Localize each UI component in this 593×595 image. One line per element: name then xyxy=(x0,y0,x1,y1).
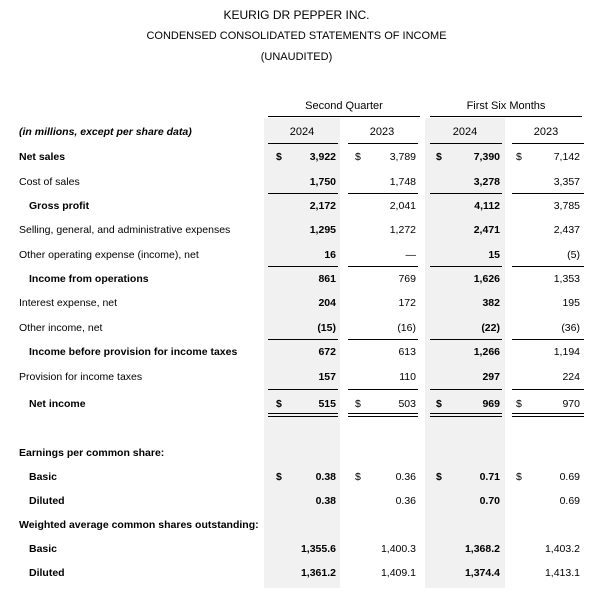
cell-value: 1,413.1 xyxy=(544,567,580,579)
table-row xyxy=(0,297,593,313)
cell-value: (36) xyxy=(561,322,580,334)
cell-value: 3,789 xyxy=(389,151,416,163)
cell-value: 0.38 xyxy=(315,471,336,483)
cell-value: 1,400.3 xyxy=(380,543,416,555)
cell-value: 0.36 xyxy=(395,495,416,507)
cell-value: 110 xyxy=(399,371,416,383)
currency-symbol: $ xyxy=(355,151,361,163)
row-label: Diluted xyxy=(29,495,65,507)
row-label: Basic xyxy=(29,471,58,483)
rule-before-net-income xyxy=(268,389,338,390)
cell-value: 3,278 xyxy=(473,176,500,188)
cell-value: 769 xyxy=(398,273,416,285)
cell-value: 0.70 xyxy=(479,495,500,507)
rule-before-pretax-income xyxy=(512,339,584,340)
cell-value: (16) xyxy=(397,322,416,334)
rule-before-pretax-income xyxy=(348,339,418,340)
cell-value: 3,357 xyxy=(553,176,580,188)
rule-before-gross-profit xyxy=(430,193,502,194)
rule-before-gross-profit xyxy=(268,193,338,194)
row-label: Provision for income taxes xyxy=(19,371,143,383)
cell-value: 613 xyxy=(398,346,416,358)
row-label: Cost of sales xyxy=(19,176,80,188)
cell-value: 4,112 xyxy=(474,200,500,212)
cell-value: 1,368.2 xyxy=(464,543,500,555)
rule-before-net-income xyxy=(430,389,502,390)
cell-value: — xyxy=(405,249,416,261)
cell-value: 2,172 xyxy=(309,200,336,212)
row-label: Net income xyxy=(29,398,86,410)
year-header-ytd-2024: 2024 xyxy=(452,126,478,138)
cell-value: 7,142 xyxy=(553,151,580,163)
cell-value: 1,748 xyxy=(389,176,416,188)
currency-symbol: $ xyxy=(436,398,442,410)
cell-value: 1,272 xyxy=(389,224,416,236)
year-underline-1 xyxy=(268,143,338,144)
row-label: Selling, general, and administrative expenses xyxy=(19,224,231,236)
table-row xyxy=(0,200,593,216)
section-heading: Weighted average common shares outstanding: xyxy=(19,519,259,531)
cell-value: 1,295 xyxy=(309,224,336,236)
cell-value: 204 xyxy=(318,297,336,309)
cell-value: 0.69 xyxy=(559,471,580,483)
cell-value: 0.69 xyxy=(559,495,580,507)
units-caption: (in millions, except per share data) xyxy=(19,126,192,138)
table-row xyxy=(0,567,593,583)
cell-value: 15 xyxy=(488,249,500,261)
rule-before-income-from-operations xyxy=(512,266,584,267)
table-row xyxy=(0,322,593,338)
table-row xyxy=(0,398,593,414)
group-header-first-six-months: First Six Months xyxy=(466,100,546,112)
table-row xyxy=(0,176,593,192)
table-row xyxy=(0,224,593,240)
rule-before-pretax-income xyxy=(268,339,338,340)
table-row xyxy=(0,249,593,265)
currency-symbol: $ xyxy=(276,151,282,163)
currency-symbol: $ xyxy=(436,151,442,163)
cell-value: 382 xyxy=(482,297,500,309)
year-underline-2 xyxy=(348,143,418,144)
double-rule-net-income xyxy=(268,413,338,417)
year-header-q2-2023: 2023 xyxy=(369,126,395,138)
row-label: Net sales xyxy=(19,151,66,163)
row-label: Income before provision for income taxes xyxy=(29,346,238,358)
rule-before-net-income xyxy=(348,389,418,390)
cell-value: 16 xyxy=(324,249,336,261)
cell-value: 172 xyxy=(398,297,416,309)
cell-value: 157 xyxy=(318,371,336,383)
cell-value: 969 xyxy=(482,398,500,410)
table-row xyxy=(0,371,593,387)
double-rule-net-income xyxy=(348,413,418,417)
row-label: Other operating expense (income), net xyxy=(19,249,199,261)
row-label: Income from operations xyxy=(29,273,149,285)
rule-before-gross-profit xyxy=(512,193,584,194)
cell-value: 2,471 xyxy=(473,224,500,236)
row-label: Basic xyxy=(29,543,58,555)
unaudited-label: (UNAUDITED) xyxy=(260,51,333,63)
currency-symbol: $ xyxy=(516,471,522,483)
section-heading: Earnings per common share: xyxy=(19,447,165,459)
cell-value: 0.71 xyxy=(479,471,500,483)
cell-value: (22) xyxy=(481,322,500,334)
cell-value: 195 xyxy=(562,297,580,309)
cell-value: 224 xyxy=(562,371,580,383)
rule-before-income-from-operations xyxy=(430,266,502,267)
cell-value: 515 xyxy=(318,398,336,410)
cell-value: 2,437 xyxy=(553,224,580,236)
cell-value: 1,403.2 xyxy=(544,543,580,555)
cell-value: 1,750 xyxy=(309,176,336,188)
currency-symbol: $ xyxy=(276,471,282,483)
table-row xyxy=(0,151,593,167)
cell-value: (5) xyxy=(567,249,580,261)
row-label: Other income, net xyxy=(19,322,103,334)
currency-symbol: $ xyxy=(355,471,361,483)
cell-value: 1,626 xyxy=(473,273,500,285)
cell-value: 0.36 xyxy=(395,471,416,483)
cell-value: 1,353 xyxy=(553,273,580,285)
year-underline-4 xyxy=(512,143,584,144)
cell-value: 1,374.4 xyxy=(464,567,500,579)
rule-before-net-income xyxy=(512,389,584,390)
company-name: KEURIG DR PEPPER INC. xyxy=(223,8,370,22)
table-row xyxy=(0,273,593,289)
cell-value: 3,785 xyxy=(553,200,580,212)
rule-before-income-from-operations xyxy=(268,266,338,267)
statement-title: CONDENSED CONSOLIDATED STATEMENTS OF INCOME xyxy=(146,30,447,42)
currency-symbol: $ xyxy=(516,398,522,410)
currency-symbol: $ xyxy=(355,398,361,410)
cell-value: 672 xyxy=(318,346,336,358)
cell-value: 1,409.1 xyxy=(380,567,416,579)
table-row xyxy=(0,346,593,362)
cell-value: 3,922 xyxy=(309,151,336,163)
cell-value: 297 xyxy=(482,371,500,383)
double-rule-net-income xyxy=(512,413,584,417)
cell-value: 1,361.2 xyxy=(300,567,336,579)
cell-value: 1,355.6 xyxy=(300,543,336,555)
group-underline-q2 xyxy=(268,116,420,117)
cell-value: 1,194 xyxy=(553,346,580,358)
cell-value: 1,266 xyxy=(473,346,500,358)
cell-value: 503 xyxy=(398,398,416,410)
currency-symbol: $ xyxy=(276,398,282,410)
row-label: Gross profit xyxy=(29,200,90,212)
group-underline-ytd xyxy=(430,116,582,117)
table-row xyxy=(0,471,593,487)
currency-symbol: $ xyxy=(516,151,522,163)
rule-before-pretax-income xyxy=(430,339,502,340)
cell-value: 2,041 xyxy=(389,200,416,212)
currency-symbol: $ xyxy=(436,471,442,483)
cell-value: 970 xyxy=(562,398,580,410)
table-row xyxy=(0,543,593,559)
cell-value: 7,390 xyxy=(473,151,500,163)
row-label: Interest expense, net xyxy=(19,297,118,309)
rule-before-income-from-operations xyxy=(348,266,418,267)
year-header-ytd-2023: 2023 xyxy=(533,126,559,138)
row-label: Diluted xyxy=(29,567,65,579)
cell-value: 861 xyxy=(318,273,336,285)
year-underline-3 xyxy=(430,143,502,144)
double-rule-net-income xyxy=(430,413,502,417)
table-row xyxy=(0,495,593,511)
year-header-q2-2024: 2024 xyxy=(289,126,315,138)
rule-before-gross-profit xyxy=(348,193,418,194)
cell-value: 0.38 xyxy=(315,495,336,507)
group-header-second-quarter: Second Quarter xyxy=(305,100,383,112)
cell-value: (15) xyxy=(317,322,336,334)
